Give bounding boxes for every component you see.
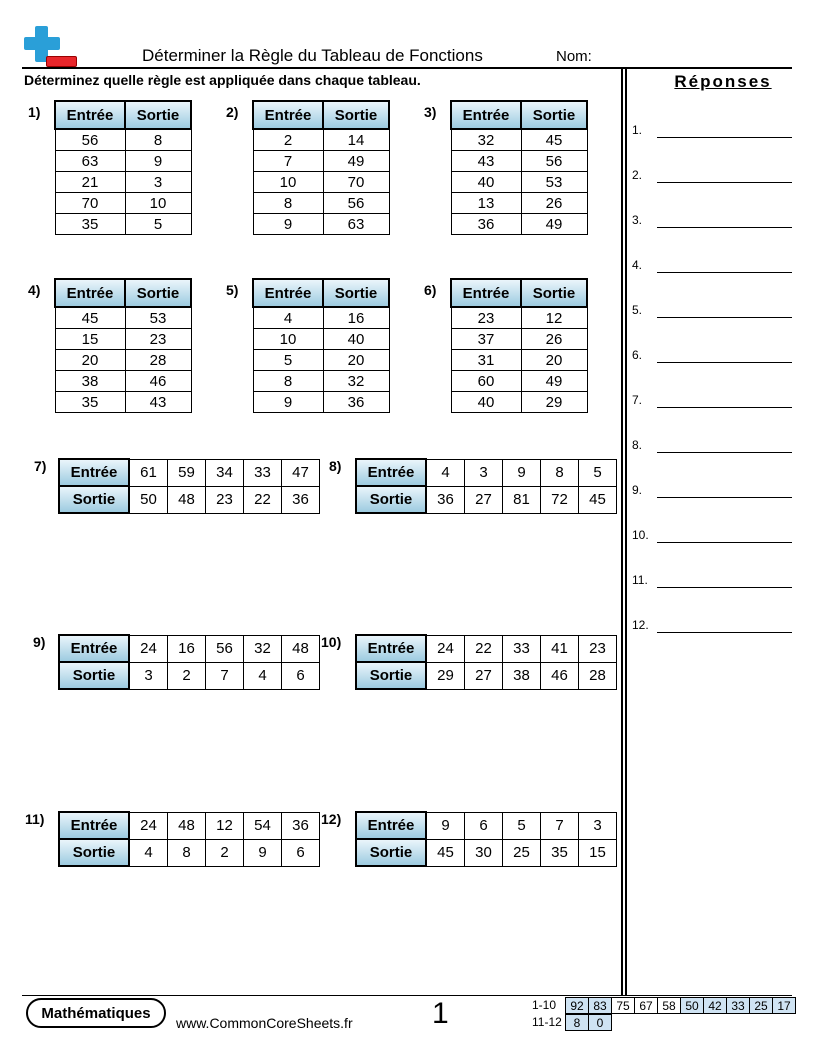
answers-title: Réponses [674, 72, 772, 91]
name-label: Nom: [556, 48, 592, 65]
input-cell: 33 [503, 635, 541, 662]
input-cell: 40 [451, 172, 521, 193]
output-header: Sortie [356, 662, 426, 689]
table-row [451, 172, 587, 193]
answer-line[interactable] [657, 317, 792, 318]
function-table [355, 811, 617, 867]
answer-label: 9. [632, 483, 643, 497]
answer-line[interactable] [657, 137, 792, 138]
function-table [54, 100, 192, 235]
function-table [252, 278, 390, 413]
input-cell: 10 [253, 172, 323, 193]
table-row [451, 307, 587, 329]
table-row [55, 371, 191, 392]
input-cell: 56 [206, 635, 244, 662]
score-cell: 75 [612, 998, 635, 1014]
input-cell: 36 [282, 812, 320, 839]
output-cell: 14 [323, 129, 389, 151]
output-cell: 20 [521, 350, 587, 371]
score-cell: 8 [566, 1015, 589, 1031]
table-row [253, 307, 389, 329]
output-cell: 48 [168, 486, 206, 513]
problem-number: 7) [34, 458, 47, 474]
brand-badge: Mathématiques [26, 998, 166, 1028]
score-range-label: 1-10 [532, 998, 557, 1012]
problem-number: 6) [424, 282, 437, 298]
output-cell: 25 [503, 839, 541, 866]
output-cell: 8 [168, 839, 206, 866]
output-cell: 2 [168, 662, 206, 689]
score-row [565, 1014, 612, 1031]
output-cell: 36 [426, 486, 465, 513]
answer-line[interactable] [657, 227, 792, 228]
function-table [450, 278, 588, 413]
output-header: Sortie [521, 101, 587, 129]
input-cell: 36 [451, 214, 521, 235]
site-url: www.CommonCoreSheets.fr [176, 1015, 353, 1031]
input-cell: 40 [451, 392, 521, 413]
table-row [253, 371, 389, 392]
output-header: Sortie [323, 101, 389, 129]
input-cell: 41 [541, 635, 579, 662]
problem-number: 5) [226, 282, 239, 298]
input-cell: 15 [55, 329, 125, 350]
problem-number: 10) [321, 634, 342, 650]
table-row [253, 350, 389, 371]
score-cell: 67 [635, 998, 658, 1014]
table-row [55, 151, 191, 172]
input-cell: 10 [253, 329, 323, 350]
answer-label: 4. [632, 258, 643, 272]
table-row [451, 193, 587, 214]
input-cell: 47 [282, 459, 320, 486]
answer-label: 3. [632, 213, 643, 227]
input-header: Entrée [59, 459, 129, 486]
output-cell: 45 [521, 129, 587, 151]
footer-divider [22, 995, 792, 996]
input-row [59, 812, 320, 839]
score-cell: 33 [727, 998, 750, 1014]
output-cell: 50 [129, 486, 168, 513]
answer-label: 10. [632, 528, 649, 542]
input-cell: 54 [244, 812, 282, 839]
input-header: Entrée [451, 101, 521, 129]
input-cell: 8 [253, 371, 323, 392]
output-header: Sortie [521, 279, 587, 307]
table-row [253, 214, 389, 235]
output-cell: 20 [323, 350, 389, 371]
output-cell: 43 [125, 392, 191, 413]
output-cell: 45 [579, 486, 617, 513]
output-cell: 27 [465, 486, 503, 513]
function-table [355, 458, 617, 514]
output-cell: 23 [206, 486, 244, 513]
output-cell: 6 [282, 662, 320, 689]
table-row [55, 307, 191, 329]
input-cell: 33 [244, 459, 282, 486]
output-cell: 46 [541, 662, 579, 689]
answer-label: 7. [632, 393, 643, 407]
input-cell: 16 [168, 635, 206, 662]
table-row [451, 392, 587, 413]
input-cell: 9 [253, 214, 323, 235]
input-cell: 13 [451, 193, 521, 214]
input-cell: 24 [129, 812, 168, 839]
output-cell: 35 [541, 839, 579, 866]
input-cell: 48 [282, 635, 320, 662]
output-cell: 53 [521, 172, 587, 193]
function-table [58, 811, 320, 867]
output-cell: 45 [426, 839, 465, 866]
output-row [356, 662, 617, 689]
input-cell: 23 [579, 635, 617, 662]
output-cell: 36 [282, 486, 320, 513]
answer-line[interactable] [657, 407, 792, 408]
output-cell: 29 [521, 392, 587, 413]
column-divider [625, 68, 627, 996]
answer-label: 8. [632, 438, 643, 452]
input-cell: 43 [451, 151, 521, 172]
table-row [55, 392, 191, 413]
output-cell: 9 [244, 839, 282, 866]
problem-number: 9) [33, 634, 46, 650]
output-row [59, 839, 320, 866]
score-cell: 92 [566, 998, 589, 1014]
answer-line[interactable] [657, 542, 792, 543]
input-row [356, 812, 617, 839]
input-cell: 38 [55, 371, 125, 392]
answer-label: 5. [632, 303, 643, 317]
output-cell: 7 [206, 662, 244, 689]
answer-label: 12. [632, 618, 649, 632]
output-cell: 2 [206, 839, 244, 866]
input-cell: 8 [541, 459, 579, 486]
output-cell: 81 [503, 486, 541, 513]
input-cell: 5 [253, 350, 323, 371]
output-header: Sortie [59, 486, 129, 513]
output-cell: 49 [521, 371, 587, 392]
table-row [55, 193, 191, 214]
input-row [356, 635, 617, 662]
answer-line[interactable] [657, 182, 792, 183]
input-cell: 4 [426, 459, 465, 486]
input-cell: 32 [451, 129, 521, 151]
output-cell: 49 [521, 214, 587, 235]
output-cell: 12 [521, 307, 587, 329]
output-cell: 29 [426, 662, 465, 689]
output-cell: 56 [323, 193, 389, 214]
input-row [59, 635, 320, 662]
output-header: Sortie [356, 486, 426, 513]
header-divider [22, 67, 792, 69]
input-cell: 63 [55, 151, 125, 172]
answer-label: 2. [632, 168, 643, 182]
input-cell: 5 [579, 459, 617, 486]
table-row [55, 214, 191, 235]
input-cell: 48 [168, 812, 206, 839]
table-row [253, 129, 389, 151]
output-cell: 26 [521, 193, 587, 214]
table-row [451, 350, 587, 371]
score-cell: 83 [589, 998, 612, 1014]
output-cell: 3 [129, 662, 168, 689]
output-cell: 4 [244, 662, 282, 689]
answer-line[interactable] [657, 272, 792, 273]
table-row [451, 371, 587, 392]
table-row [451, 329, 587, 350]
output-cell: 46 [125, 371, 191, 392]
input-header: Entrée [356, 459, 426, 486]
function-table [252, 100, 390, 235]
function-table [58, 458, 320, 514]
input-header: Entrée [253, 101, 323, 129]
output-cell: 36 [323, 392, 389, 413]
score-row [565, 997, 796, 1014]
output-cell: 3 [125, 172, 191, 193]
input-header: Entrée [253, 279, 323, 307]
answer-label: 11. [632, 573, 648, 587]
output-cell: 4 [129, 839, 168, 866]
input-cell: 23 [451, 307, 521, 329]
input-header: Entrée [55, 101, 125, 129]
answer-line[interactable] [657, 497, 792, 498]
input-cell: 24 [129, 635, 168, 662]
answer-line[interactable] [657, 632, 792, 633]
output-cell: 16 [323, 307, 389, 329]
output-cell: 5 [125, 214, 191, 235]
answer-line[interactable] [657, 362, 792, 363]
table-row [55, 129, 191, 151]
page-title: Déterminer la Règle du Tableau de Fonctions [142, 46, 483, 65]
table-row [55, 350, 191, 371]
table-row [451, 129, 587, 151]
output-cell: 6 [282, 839, 320, 866]
score-cell: 17 [773, 998, 796, 1014]
output-cell: 10 [125, 193, 191, 214]
table-row [253, 329, 389, 350]
problem-number: 3) [424, 104, 437, 120]
input-cell: 35 [55, 214, 125, 235]
page-number: 1 [432, 997, 449, 1030]
output-cell: 23 [125, 329, 191, 350]
input-cell: 9 [253, 392, 323, 413]
table-row [451, 151, 587, 172]
table-row [55, 172, 191, 193]
input-cell: 37 [451, 329, 521, 350]
input-cell: 12 [206, 812, 244, 839]
instructions: Déterminez quelle règle est appliquée dans chaque tableau. [24, 72, 421, 88]
table-row [451, 214, 587, 235]
output-header: Sortie [59, 662, 129, 689]
input-cell: 7 [541, 812, 579, 839]
output-cell: 63 [323, 214, 389, 235]
output-row [356, 839, 617, 866]
score-cell: 0 [589, 1015, 612, 1031]
input-cell: 32 [244, 635, 282, 662]
input-cell: 34 [206, 459, 244, 486]
input-cell: 4 [253, 307, 323, 329]
input-header: Entrée [451, 279, 521, 307]
output-row [356, 486, 617, 513]
score-cell: 50 [681, 998, 704, 1014]
output-cell: 15 [579, 839, 617, 866]
output-row [59, 486, 320, 513]
function-table [450, 100, 588, 235]
input-cell: 21 [55, 172, 125, 193]
problem-number: 1) [28, 104, 41, 120]
output-cell: 27 [465, 662, 503, 689]
input-cell: 60 [451, 371, 521, 392]
input-cell: 9 [426, 812, 465, 839]
output-header: Sortie [125, 279, 191, 307]
output-header: Sortie [125, 101, 191, 129]
answer-label: 1. [632, 123, 643, 137]
output-cell: 38 [503, 662, 541, 689]
output-header: Sortie [59, 839, 129, 866]
input-cell: 70 [55, 193, 125, 214]
input-header: Entrée [59, 812, 129, 839]
input-header: Entrée [55, 279, 125, 307]
output-header: Sortie [356, 839, 426, 866]
problem-number: 2) [226, 104, 239, 120]
input-cell: 35 [55, 392, 125, 413]
output-cell: 28 [125, 350, 191, 371]
output-cell: 53 [125, 307, 191, 329]
input-header: Entrée [59, 635, 129, 662]
function-table [58, 634, 320, 690]
problem-number: 12) [321, 811, 342, 827]
function-table [355, 634, 617, 690]
input-cell: 8 [253, 193, 323, 214]
problem-number: 11) [25, 811, 45, 827]
input-row [59, 459, 320, 486]
table-row [253, 172, 389, 193]
answer-line[interactable] [657, 587, 792, 588]
score-cell: 42 [704, 998, 727, 1014]
table-row [253, 193, 389, 214]
output-cell: 26 [521, 329, 587, 350]
score-cell: 58 [658, 998, 681, 1014]
output-cell: 40 [323, 329, 389, 350]
input-cell: 6 [465, 812, 503, 839]
input-cell: 20 [55, 350, 125, 371]
score-range-label: 11-12 [532, 1015, 562, 1029]
input-cell: 3 [465, 459, 503, 486]
function-table [54, 278, 192, 413]
input-cell: 7 [253, 151, 323, 172]
input-cell: 9 [503, 459, 541, 486]
output-cell: 49 [323, 151, 389, 172]
problem-number: 8) [329, 458, 342, 474]
output-cell: 32 [323, 371, 389, 392]
answer-line[interactable] [657, 452, 792, 453]
input-cell: 59 [168, 459, 206, 486]
output-cell: 8 [125, 129, 191, 151]
output-cell: 28 [579, 662, 617, 689]
output-cell: 70 [323, 172, 389, 193]
table-row [55, 329, 191, 350]
problem-number: 4) [28, 282, 41, 298]
output-cell: 22 [244, 486, 282, 513]
score-cell: 25 [750, 998, 773, 1014]
input-cell: 31 [451, 350, 521, 371]
output-header: Sortie [323, 279, 389, 307]
column-divider [621, 68, 623, 996]
input-cell: 22 [465, 635, 503, 662]
input-header: Entrée [356, 635, 426, 662]
input-cell: 3 [579, 812, 617, 839]
input-cell: 24 [426, 635, 465, 662]
input-header: Entrée [356, 812, 426, 839]
table-row [253, 392, 389, 413]
output-row [59, 662, 320, 689]
output-cell: 72 [541, 486, 579, 513]
input-cell: 5 [503, 812, 541, 839]
output-cell: 9 [125, 151, 191, 172]
output-cell: 56 [521, 151, 587, 172]
input-cell: 56 [55, 129, 125, 151]
input-cell: 61 [129, 459, 168, 486]
input-row [356, 459, 617, 486]
input-cell: 2 [253, 129, 323, 151]
table-row [253, 151, 389, 172]
input-cell: 45 [55, 307, 125, 329]
output-cell: 30 [465, 839, 503, 866]
answer-label: 6. [632, 348, 643, 362]
